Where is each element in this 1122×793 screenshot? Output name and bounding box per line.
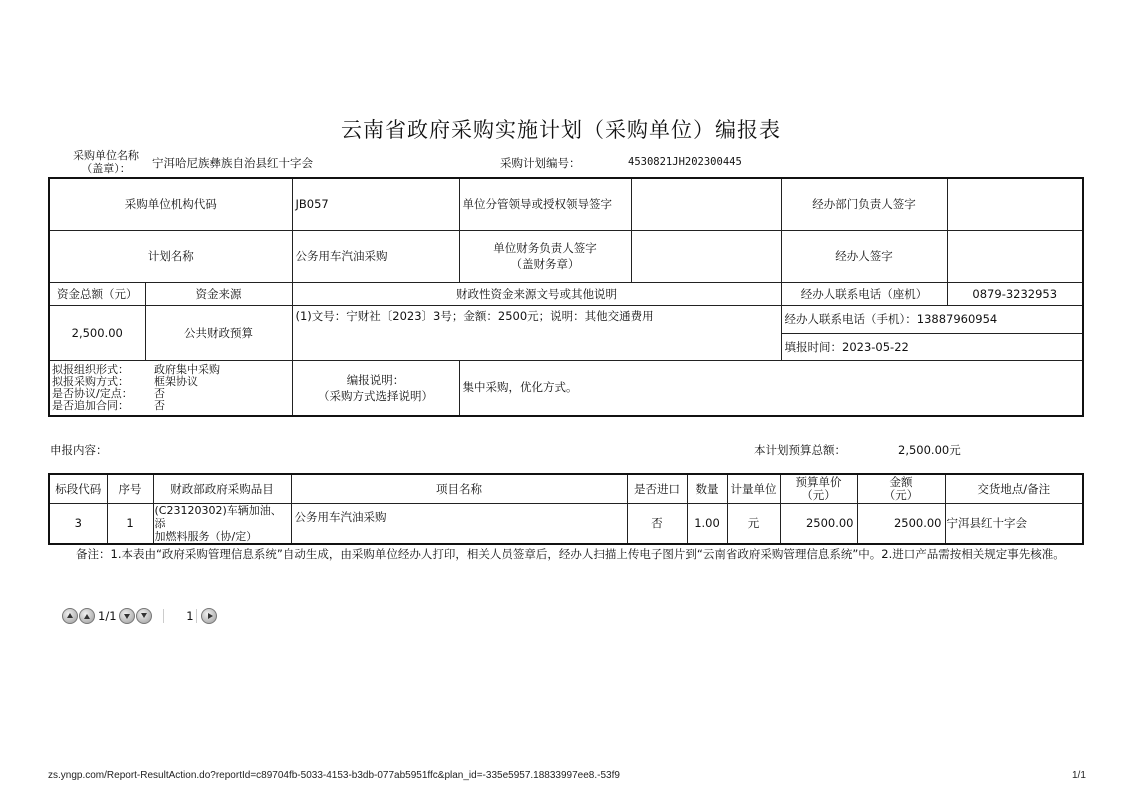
fund-source: 公共财政预算 <box>145 305 292 360</box>
cell-quantity: 1.00 <box>687 503 727 544</box>
first-page-icon[interactable] <box>62 608 78 624</box>
col-project-name: 项目名称 <box>291 474 627 503</box>
compile-note-label-1: 编报说明： <box>346 372 405 387</box>
leader-sign-field <box>631 178 781 230</box>
compile-note-label <box>292 360 459 416</box>
procurement-options <box>49 360 292 416</box>
cell-catalog <box>153 503 291 544</box>
mobile: 经办人联系电话（手机）：13887960954 <box>781 305 1083 333</box>
plan-name-label: 计划名称 <box>49 230 292 282</box>
org-form: 政府集中采购 <box>154 362 220 376</box>
dept-head-sign-label: 经办部门负责人签字 <box>781 178 947 230</box>
fill-time: 填报时间：2023-05-22 <box>781 333 1083 360</box>
goto-page-input[interactable]: 1 <box>163 609 197 623</box>
compile-note: 集中采购，优化方式。 <box>459 360 1083 416</box>
cell-unit: 元 <box>727 503 780 544</box>
fund-source-label: 资金来源 <box>145 282 292 305</box>
org-form-label: 拟报组织形式： <box>52 362 129 376</box>
plan-no: 4530821JH202300445 <box>628 156 742 168</box>
declare-label: 申报内容： <box>50 443 108 457</box>
plan-name: 公务用车汽油采购 <box>292 230 459 282</box>
finance-sign-label <box>459 230 631 282</box>
col-amount-1: 金额 <box>889 474 913 489</box>
pager <box>62 608 218 624</box>
proc-method: 框架协议 <box>154 374 198 388</box>
prev-page-icon[interactable] <box>79 608 95 624</box>
page-title: 云南省政府采购实施计划（采购单位）编报表 <box>341 118 781 142</box>
dept-head-sign-field <box>947 178 1083 230</box>
handler-sign-field <box>947 230 1083 282</box>
col-unit-price <box>780 474 857 503</box>
unit-label-line1: 采购单位名称 <box>73 149 139 162</box>
landline: 0879-3232953 <box>947 282 1083 305</box>
cell-amount: 2500.00 <box>857 503 945 544</box>
agreement: 否 <box>154 386 165 400</box>
org-code: JB057 <box>292 178 459 230</box>
go-page-icon[interactable] <box>201 608 217 624</box>
cell-seq: 1 <box>107 503 153 544</box>
col-unit-price-2: （元） <box>801 487 836 502</box>
landline-label: 经办人联系电话（座机） <box>781 282 947 305</box>
plan-no-label: 采购计划编号： <box>500 156 581 170</box>
compile-note-label-2: （采购方式选择说明） <box>318 388 433 403</box>
fiscal-doc-label: 财政性资金来源文号或其他说明 <box>292 282 781 305</box>
cell-section-code: 3 <box>49 503 107 544</box>
fund-total-label: 资金总额（元） <box>49 282 145 305</box>
extra-contract: 否 <box>154 398 165 412</box>
unit-name: 宁洱哈尼族彝族自治县红十字会 <box>152 156 313 170</box>
col-seq: 序号 <box>107 474 153 503</box>
footer-url: zs.yngp.com/Report-ResultAction.do?reportId=c89704fb-5033-4153-b3db-077ab5951ffc&plan_id=-335e5957.18833997ee8.-53f9 <box>48 770 620 781</box>
col-amount <box>857 474 945 503</box>
last-page-icon[interactable] <box>136 608 152 624</box>
handler-sign-label: 经办人签字 <box>781 230 947 282</box>
cell-unit-price: 2500.00 <box>780 503 857 544</box>
cell-delivery: 宁洱县红十字会 <box>945 503 1083 544</box>
next-page-icon[interactable] <box>119 608 135 624</box>
finance-sign-field <box>631 230 781 282</box>
table-row <box>49 503 1083 544</box>
items-table <box>48 473 1084 545</box>
remark: 备注：1.本表由“政府采购管理信息系统”自动生成，由采购单位经办人打印，相关人员签章后，经办人扫描上传电子图片到“云南省政府采购管理信息系统”中。2.进口产品需按相关规定事先核准。 <box>76 547 1065 561</box>
col-unit-price-1: 预算单价 <box>795 474 842 489</box>
items-header-row <box>49 474 1083 503</box>
cell-imported: 否 <box>627 503 687 544</box>
org-code-label: 采购单位机构代码 <box>49 178 292 230</box>
unit-label-line2: （盖章）： <box>81 162 131 175</box>
budget-label: 本计划预算总额： <box>754 443 846 457</box>
cell-project-name: 公务用车汽油采购 <box>291 503 627 544</box>
fiscal-doc: (1)文号：宁财社〔2023〕3号；金额：2500元；说明：其他交通费用 <box>292 305 781 360</box>
page-indicator: 1/1 <box>98 609 117 623</box>
col-imported: 是否进口 <box>627 474 687 503</box>
col-unit: 计量单位 <box>727 474 780 503</box>
proc-method-label: 拟报采购方式： <box>52 374 129 388</box>
col-amount-2: （元） <box>883 487 919 502</box>
unit-label <box>66 149 146 175</box>
col-delivery: 交货地点/备注 <box>945 474 1083 503</box>
col-quantity: 数量 <box>687 474 727 503</box>
cell-catalog-1: (C23120302)车辆加油、添 <box>154 503 282 530</box>
budget-total: 2,500.00元 <box>898 443 961 457</box>
leader-sign-label: 单位分管领导或授权领导签字 <box>459 178 631 230</box>
col-section-code: 标段代码 <box>49 474 107 503</box>
col-catalog: 财政部政府采购品目 <box>153 474 291 503</box>
fund-total: 2,500.00 <box>49 305 145 360</box>
extra-contract-label: 是否追加合同： <box>52 398 129 412</box>
cell-catalog-2: 加燃料服务（协/定） <box>154 529 258 543</box>
main-table <box>48 177 1084 417</box>
footer-page: 1/1 <box>1072 770 1086 781</box>
finance-sign-label-2: （盖财务章） <box>510 257 580 271</box>
agreement-label: 是否协议/定点： <box>52 386 133 400</box>
finance-sign-label-1: 单位财务负责人签字 <box>493 241 597 255</box>
